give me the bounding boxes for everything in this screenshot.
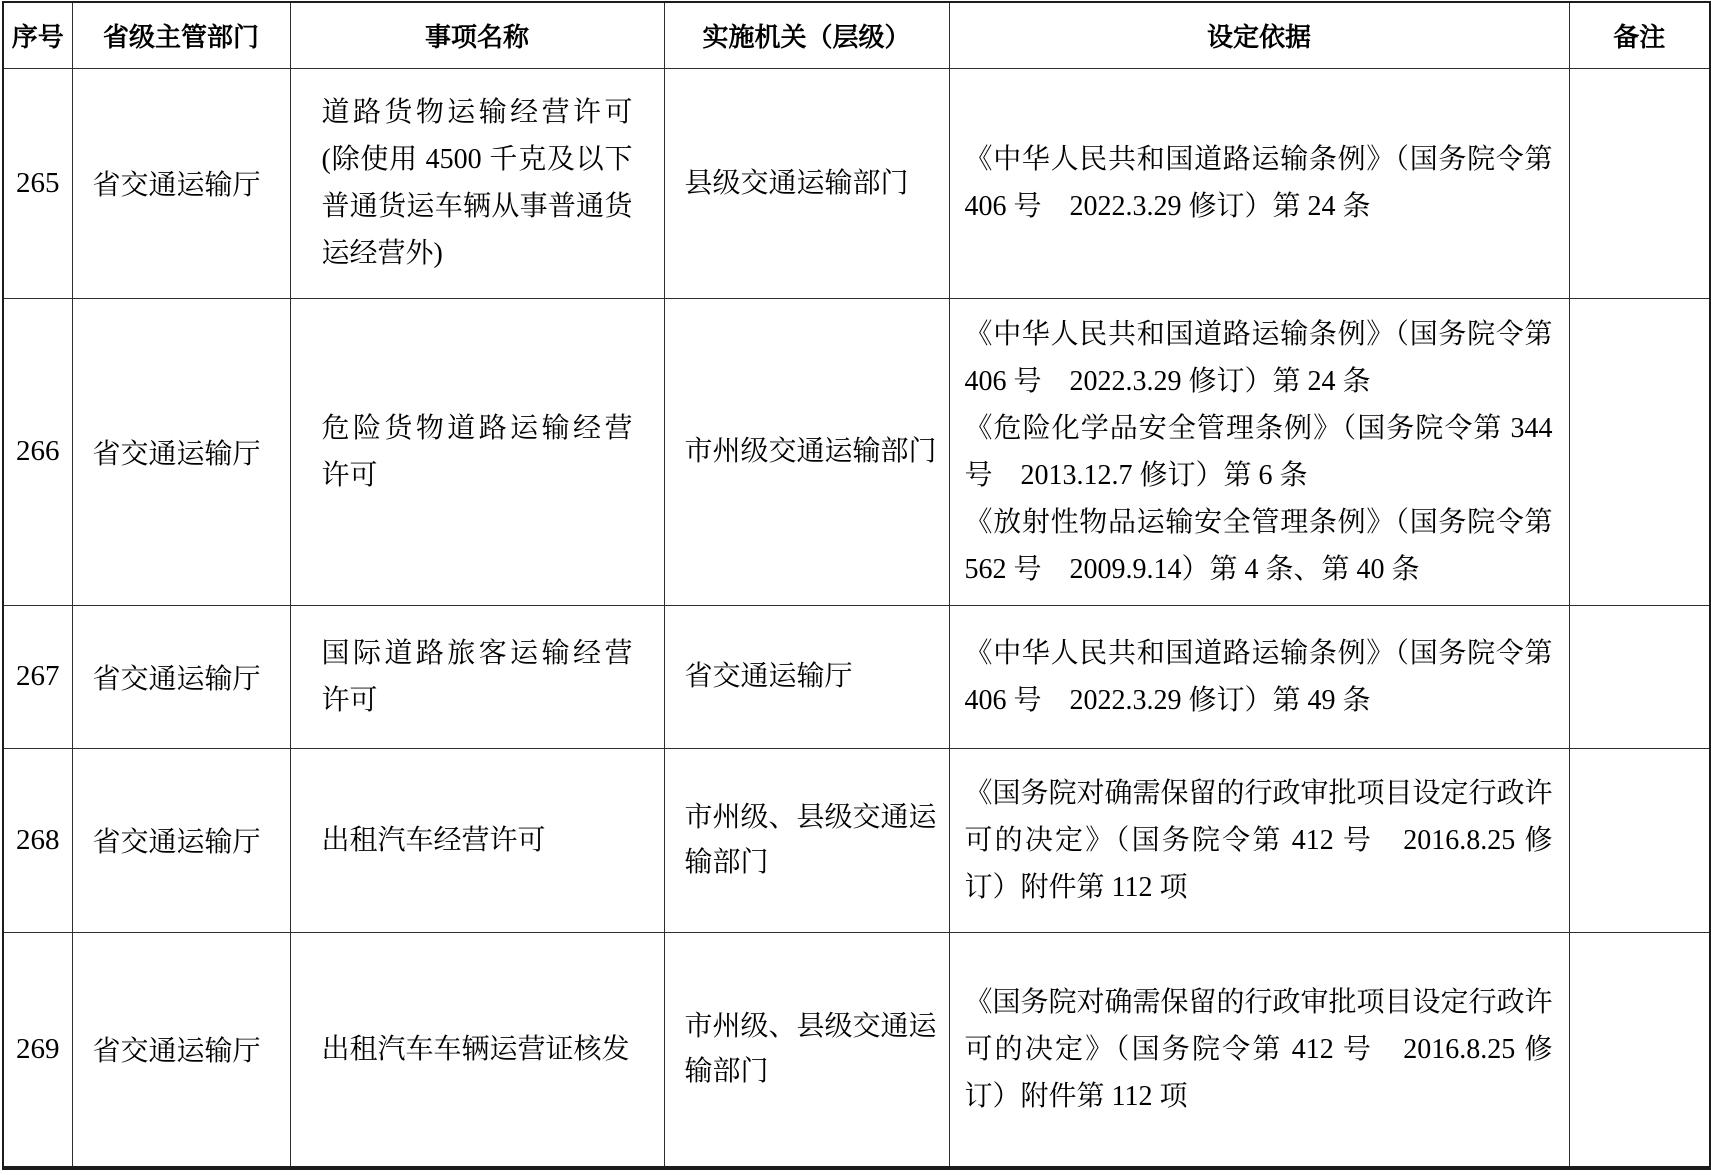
cell-department: 省交通运输厅 [72,68,290,298]
cell-agency: 市州级、县级交通运输部门 [664,748,949,932]
cell-basis [949,932,1569,1168]
item-line: (除使用 4500 千克及以下 [321,144,633,175]
cell-note [1569,605,1710,748]
table-row [3,748,1710,932]
item-line: 许可 [321,684,378,716]
legal-basis-citation: 《危险化学品安全管理条例》（国务院令第 344 号 2013.12.7 修订）第 6 条 [964,412,1553,491]
col-header-basis: 设定依据 [949,2,1569,68]
cell-agency: 县级交通运输部门 [664,68,949,298]
legal-basis-citation: 《国务院对确需保留的行政审批项目设定行政许可的决定》（国务院令第 412 号 2016.8.25 修订）附件第 112 项 [964,986,1553,1112]
table-row [3,605,1710,748]
cell-basis [949,298,1569,605]
table-row [3,68,1710,298]
legal-basis-citation: 《放射性物品运输安全管理条例》（国务院令第 562 号 2009.9.14）第 4 条、第 40 条 [964,506,1553,585]
item-line: 国际道路旅客运输经营 [321,637,633,669]
cell-item [290,748,664,932]
legal-basis-citation: 《中华人民共和国道路运输条例》（国务院令第 406 号 2022.3.29 修订）第 24 条 [964,144,1553,222]
cell-basis [949,68,1569,298]
cell-department: 省交通运输厅 [72,932,290,1168]
cell-seq: 265 [3,68,72,298]
legal-basis-citation: 《国务院对确需保留的行政审批项目设定行政许可的决定》（国务院令第 412 号 2016.8.25 修订）附件第 112 项 [964,777,1553,903]
cell-note [1569,932,1710,1168]
col-header-seq: 序号 [3,2,72,68]
cell-basis [949,748,1569,932]
header-row [3,2,1710,68]
cell-basis [949,605,1569,748]
cell-department: 省交通运输厅 [72,298,290,605]
cell-department: 省交通运输厅 [72,748,290,932]
cell-seq: 266 [3,298,72,605]
legal-basis-citation: 《中华人民共和国道路运输条例》（国务院令第 406 号 2022.3.29 修订）第 24 条 [964,318,1553,397]
cell-note [1569,748,1710,932]
cell-item [290,298,664,605]
item-line: 出租汽车经营许可 [321,824,546,856]
item-line: 危险货物道路运输经营 [321,412,633,444]
col-header-item: 事项名称 [290,2,664,68]
cell-item [290,605,664,748]
table-row [3,298,1710,605]
col-header-agency: 实施机关（层级） [664,2,949,68]
col-header-note: 备注 [1569,2,1710,68]
cell-item [290,932,664,1168]
item-line: 普通货运车辆从事普通货 [321,191,633,222]
legal-basis-citation: 《中华人民共和国道路运输条例》（国务院令第 406 号 2022.3.29 修订）第 49 条 [964,637,1553,716]
col-header-department: 省级主管部门 [72,2,290,68]
approval-items-table [2,1,1711,1170]
cell-note [1569,68,1710,298]
cell-item [290,68,664,298]
cell-agency: 省交通运输厅 [664,605,949,748]
item-line: 道路货物运输经营许可 [321,97,633,128]
table-row [3,932,1710,1168]
cell-seq: 267 [3,605,72,748]
cell-seq: 268 [3,748,72,932]
cell-agency: 市州级、县级交通运输部门 [664,932,949,1168]
item-line: 出租汽车车辆运营证核发 [321,1033,630,1065]
cell-note [1569,298,1710,605]
item-line: 许可 [321,459,378,491]
cell-agency: 市州级交通运输部门 [664,298,949,605]
cell-department: 省交通运输厅 [72,605,290,748]
cell-seq: 269 [3,932,72,1168]
item-line: 运经营外) [321,238,443,269]
